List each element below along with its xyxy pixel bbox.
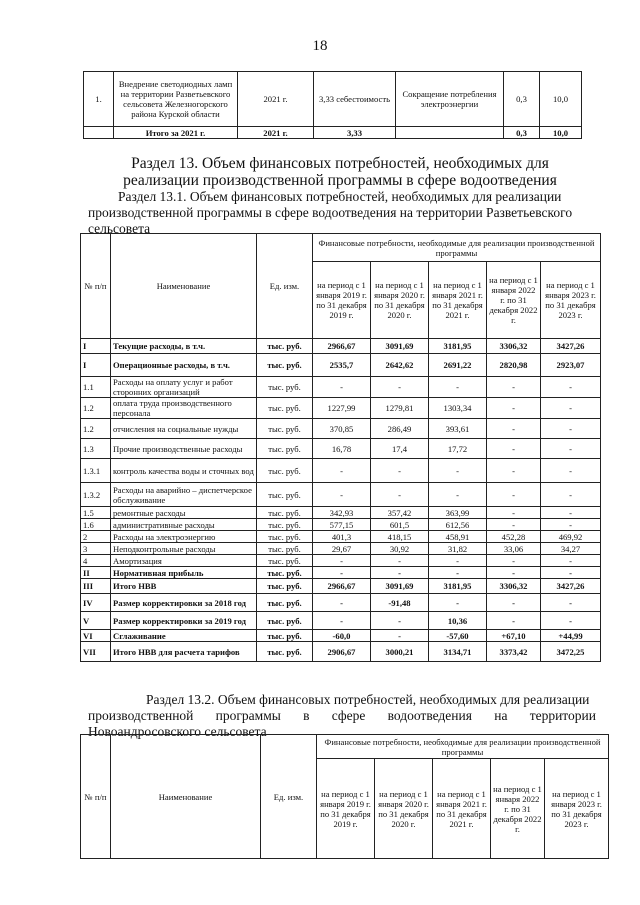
row-value-2019: 577,15: [313, 519, 371, 531]
row-number: VII: [81, 642, 111, 662]
row-unit: тыс. руб.: [257, 419, 313, 439]
header-unit: Ед. изм.: [257, 234, 313, 339]
row-name: оплата труда производственного персонала: [111, 398, 257, 419]
row-value-2023: 2923,07: [541, 354, 601, 377]
header-name: Наименование: [111, 234, 257, 339]
row-value-2019: 370,85: [313, 419, 371, 439]
table-row: [81, 642, 601, 662]
table-row: [81, 398, 601, 419]
row-value-2022: -: [487, 459, 541, 483]
measure-name: Внедрение светодиодных ламп на территории Разветьевского сельсовета Железногорского района Курской области: [114, 72, 238, 127]
measure-year: 2021 г.: [238, 72, 314, 127]
table-row: [81, 594, 601, 612]
finance-table-13-2: [80, 734, 609, 859]
row-value-2022: 3373,42: [487, 642, 541, 662]
row-unit: тыс. руб.: [257, 567, 313, 579]
row-value-2019: -: [313, 567, 371, 579]
row-value-2023: +44,99: [541, 630, 601, 642]
row-value-2020: -: [371, 630, 429, 642]
row-value-2021: -: [429, 377, 487, 398]
row-value-2020: -: [371, 377, 429, 398]
row-value-2020: -: [371, 555, 429, 567]
row-unit: тыс. руб.: [257, 630, 313, 642]
row-value-2019: -: [313, 612, 371, 630]
row-value-2021: 393,61: [429, 419, 487, 439]
row-value-2019: 2966,67: [313, 339, 371, 354]
row-value-2021: -: [429, 555, 487, 567]
row-name: Расходы на оплату услуг и работ сторонних организаций: [111, 377, 257, 398]
row-unit: тыс. руб.: [257, 612, 313, 630]
row-value-2022: 33,06: [487, 543, 541, 555]
finance-table-13-1: [80, 233, 601, 662]
table-row: [81, 612, 601, 630]
row-number: 1.2: [81, 398, 111, 419]
row-value-2020: 3091,69: [371, 579, 429, 594]
table-row: [81, 483, 601, 507]
row-unit: тыс. руб.: [257, 459, 313, 483]
row-value-2021: 3181,95: [429, 579, 487, 594]
header-period-2023-13-2: на период с 1 января 2023 г. по 31 декабря 2023 г.: [545, 759, 609, 859]
row-value-2022: -: [487, 567, 541, 579]
row-value-2021: 10,36: [429, 612, 487, 630]
row-value-2020: -: [371, 567, 429, 579]
table-row: [81, 459, 601, 483]
total-row: [84, 127, 582, 139]
row-value-2021: 31,82: [429, 543, 487, 555]
table-row: [81, 354, 601, 377]
row-unit: тыс. руб.: [257, 439, 313, 459]
header-period-2019-13-2: на период с 1 января 2019 г. по 31 декабря 2019 г.: [317, 759, 375, 859]
row-name: Итого НВВ: [111, 579, 257, 594]
row-value-2020: 3000,21: [371, 642, 429, 662]
row-value-2021: 3181,95: [429, 339, 487, 354]
total-label: Итого за 2021 г.: [114, 127, 238, 139]
row-value-2022: -: [487, 419, 541, 439]
total-cost: 3,33: [314, 127, 396, 139]
row-value-2019: 1227,99: [313, 398, 371, 419]
row-number: 2: [81, 531, 111, 543]
row-value-2019: -: [313, 377, 371, 398]
row-name: Операционные расходы, в т.ч.: [111, 354, 257, 377]
row-name: Прочие производственные расходы: [111, 439, 257, 459]
row-number: IV: [81, 594, 111, 612]
row-number: 1.2: [81, 419, 111, 439]
row-value-2020: 2642,62: [371, 354, 429, 377]
header-period-2021-13-2: на период с 1 января 2021 г. по 31 декабря 2021 г.: [433, 759, 491, 859]
row-value-2023: -: [541, 419, 601, 439]
row-value-2022: -: [487, 519, 541, 531]
row-value-2020: -: [371, 459, 429, 483]
row-value-2023: -: [541, 612, 601, 630]
page-number: 18: [312, 38, 328, 54]
row-number: 1.6: [81, 519, 111, 531]
measure-cost: 3,33 себестоимость: [314, 72, 396, 127]
row-value-2021: -: [429, 567, 487, 579]
row-value-2023: 3427,26: [541, 339, 601, 354]
row-name: Текущие расходы, в т.ч.: [111, 339, 257, 354]
row-value-2023: -: [541, 377, 601, 398]
total-year: 2021 г.: [238, 127, 314, 139]
table-row: [81, 519, 601, 531]
row-number: 1.1: [81, 377, 111, 398]
row-value-2022: -: [487, 507, 541, 519]
row-value-2022: -: [487, 612, 541, 630]
table-row: [81, 439, 601, 459]
header-period-2020-13-2: на период с 1 января 2020 г. по 31 декабря 2020 г.: [375, 759, 433, 859]
row-value-2021: -: [429, 594, 487, 612]
row-number: 1.: [84, 72, 114, 127]
table-row: [81, 507, 601, 519]
row-value-2022: 2820,98: [487, 354, 541, 377]
header-num: № п/п: [81, 234, 111, 339]
row-unit: тыс. руб.: [257, 531, 313, 543]
row-name: Нормативная прибыль: [111, 567, 257, 579]
row-value-2020: 30,92: [371, 543, 429, 555]
row-value-2023: -: [541, 555, 601, 567]
row-value-2020: 1279,81: [371, 398, 429, 419]
header-period-2022: на период с 1 января 2022 г. по 31 декабря 2022 г.: [487, 262, 541, 339]
header-period-2023: на период с 1 января 2023 г. по 31 декабря 2023 г.: [541, 262, 601, 339]
row-unit: тыс. руб.: [257, 398, 313, 419]
row-unit: тыс. руб.: [257, 594, 313, 612]
table-row: [81, 567, 601, 579]
row-unit: тыс. руб.: [257, 483, 313, 507]
row-value-2020: -91,48: [371, 594, 429, 612]
row-value-2021: -: [429, 483, 487, 507]
row-unit: тыс. руб.: [257, 354, 313, 377]
row-value-2021: 3134,71: [429, 642, 487, 662]
row-name: административные расходы: [111, 519, 257, 531]
row-value-2021: 363,99: [429, 507, 487, 519]
table-row: [81, 377, 601, 398]
header-name-13-2: Наименование: [111, 735, 261, 859]
row-value-2019: -: [313, 594, 371, 612]
row-value-2023: -: [541, 594, 601, 612]
row-value-2023: -: [541, 459, 601, 483]
header-group: Финансовые потребности, необходимые для реализации производственной программы: [313, 234, 601, 262]
row-value-2022: -: [487, 377, 541, 398]
row-unit: тыс. руб.: [257, 642, 313, 662]
row-value-2019: 16,78: [313, 439, 371, 459]
table-row: [81, 579, 601, 594]
row-value-2022: -: [487, 398, 541, 419]
row-name: Сглаживание: [111, 630, 257, 642]
row-number: 1.3.2: [81, 483, 111, 507]
measures-table: [83, 71, 582, 139]
table-row: [81, 543, 601, 555]
row-value-2021: 458,91: [429, 531, 487, 543]
table-row: [81, 555, 601, 567]
section-13-title: Раздел 13. Объем финансовых потребностей, необходимых для реализации производственной программы в сфере водоотведения: [123, 155, 557, 189]
table-row: [81, 339, 601, 354]
row-value-2022: 452,28: [487, 531, 541, 543]
total-value-2: 10,0: [540, 127, 582, 139]
row-value-2021: 17,72: [429, 439, 487, 459]
row-value-2020: -: [371, 612, 429, 630]
row-name: ремонтные расходы: [111, 507, 257, 519]
row-value-2023: -: [541, 483, 601, 507]
table-row: [81, 630, 601, 642]
row-value-2019: -: [313, 483, 371, 507]
row-unit: тыс. руб.: [257, 579, 313, 594]
row-value-2019: -60,0: [313, 630, 371, 642]
row-value-2023: -: [541, 519, 601, 531]
row-name: контроль качества воды и сточных вод: [111, 459, 257, 483]
row-unit: тыс. руб.: [257, 339, 313, 354]
row-value-2023: 34,27: [541, 543, 601, 555]
row-value-2020: 357,42: [371, 507, 429, 519]
header-num-13-2: № п/п: [81, 735, 111, 859]
row-number: 3: [81, 543, 111, 555]
row-value-2022: 3306,32: [487, 339, 541, 354]
row-name: Размер корректировки за 2018 год: [111, 594, 257, 612]
header-period-2020: на период с 1 января 2020 г. по 31 декабря 2020 г.: [371, 262, 429, 339]
row-name: Итого НВВ для расчета тарифов: [111, 642, 257, 662]
row-number: V: [81, 612, 111, 630]
measure-effect: Сокращение потребления электроэнергии: [396, 72, 504, 127]
total-value-1: 0,3: [504, 127, 540, 139]
row-value-2019: 401,3: [313, 531, 371, 543]
row-value-2019: -: [313, 459, 371, 483]
row-number: VI: [81, 630, 111, 642]
row-value-2023: -: [541, 507, 601, 519]
row-value-2020: 418,15: [371, 531, 429, 543]
table-row: [84, 72, 582, 127]
header-period-2019: на период с 1 января 2019 г. по 31 декабря 2019 г.: [313, 262, 371, 339]
row-value-2019: -: [313, 555, 371, 567]
row-number: I: [81, 354, 111, 377]
row-value-2021: 612,56: [429, 519, 487, 531]
row-number: 4: [81, 555, 111, 567]
section-13-2-line-2: производственной программы в сфере водоотведения на территории: [88, 708, 596, 723]
row-value-2020: 3091,69: [371, 339, 429, 354]
row-name: Расходы на электроэнергию: [111, 531, 257, 543]
row-value-2019: 29,67: [313, 543, 371, 555]
row-value-2023: 3427,26: [541, 579, 601, 594]
row-number: I: [81, 339, 111, 354]
row-number: 1.3: [81, 439, 111, 459]
table-row: [81, 419, 601, 439]
row-name: Расходы на аварийно – диспетчерское обслуживание: [111, 483, 257, 507]
row-value-2022: -: [487, 483, 541, 507]
row-value-2022: 3306,32: [487, 579, 541, 594]
row-number: III: [81, 579, 111, 594]
row-unit: тыс. руб.: [257, 377, 313, 398]
row-value-2019: 2906,67: [313, 642, 371, 662]
row-value-2020: 286,49: [371, 419, 429, 439]
row-unit: тыс. руб.: [257, 507, 313, 519]
row-value-2019: 342,93: [313, 507, 371, 519]
row-name: отчисления на социальные нужды: [111, 419, 257, 439]
row-value-2021: 1303,34: [429, 398, 487, 419]
row-value-2020: -: [371, 483, 429, 507]
row-name: Амортизация: [111, 555, 257, 567]
section-13-2-title: Раздел 13.2. Объем финансовых потребностей, необходимых для реализации производственной программы в сфере водоотведения на территории Новоандросовского сельсовета: [88, 692, 596, 739]
row-value-2019: 2535,7: [313, 354, 371, 377]
row-name: Неподконтрольные расходы: [111, 543, 257, 555]
row-number: 1.5: [81, 507, 111, 519]
table-row: [81, 531, 601, 543]
row-value-2019: 2966,67: [313, 579, 371, 594]
row-number: 1.3.1: [81, 459, 111, 483]
row-unit: тыс. руб.: [257, 519, 313, 531]
row-name: Размер корректировки за 2019 год: [111, 612, 257, 630]
row-value-2021: 2691,22: [429, 354, 487, 377]
row-value-2023: 3472,25: [541, 642, 601, 662]
row-value-2021: -57,60: [429, 630, 487, 642]
row-value-2023: -: [541, 398, 601, 419]
row-unit: тыс. руб.: [257, 555, 313, 567]
section-13-1-title: Раздел 13.1. Объем финансовых потребностей, необходимых для реализации производственной программы в сфере водоотведения на территории Разветьевского сельсовета: [88, 189, 573, 236]
measure-value-2: 10,0: [540, 72, 582, 127]
row-unit: тыс. руб.: [257, 543, 313, 555]
measure-value-1: 0,3: [504, 72, 540, 127]
row-value-2020: 601,5: [371, 519, 429, 531]
header-group-13-2: Финансовые потребности, необходимые для реализации производственной программы: [317, 735, 609, 759]
header-period-2022-13-2: на период с 1 января 2022 г. по 31 декабря 2022 г.: [491, 759, 545, 859]
row-number: II: [81, 567, 111, 579]
row-value-2022: -: [487, 594, 541, 612]
row-value-2021: -: [429, 459, 487, 483]
row-value-2022: -: [487, 555, 541, 567]
row-value-2023: 469,92: [541, 531, 601, 543]
header-period-2021: на период с 1 января 2021 г. по 31 декабря 2021 г.: [429, 262, 487, 339]
header-unit-13-2: Ед. изм.: [261, 735, 317, 859]
row-value-2022: +67,10: [487, 630, 541, 642]
row-value-2023: -: [541, 439, 601, 459]
row-value-2020: 17,4: [371, 439, 429, 459]
row-value-2022: -: [487, 439, 541, 459]
row-value-2023: -: [541, 567, 601, 579]
